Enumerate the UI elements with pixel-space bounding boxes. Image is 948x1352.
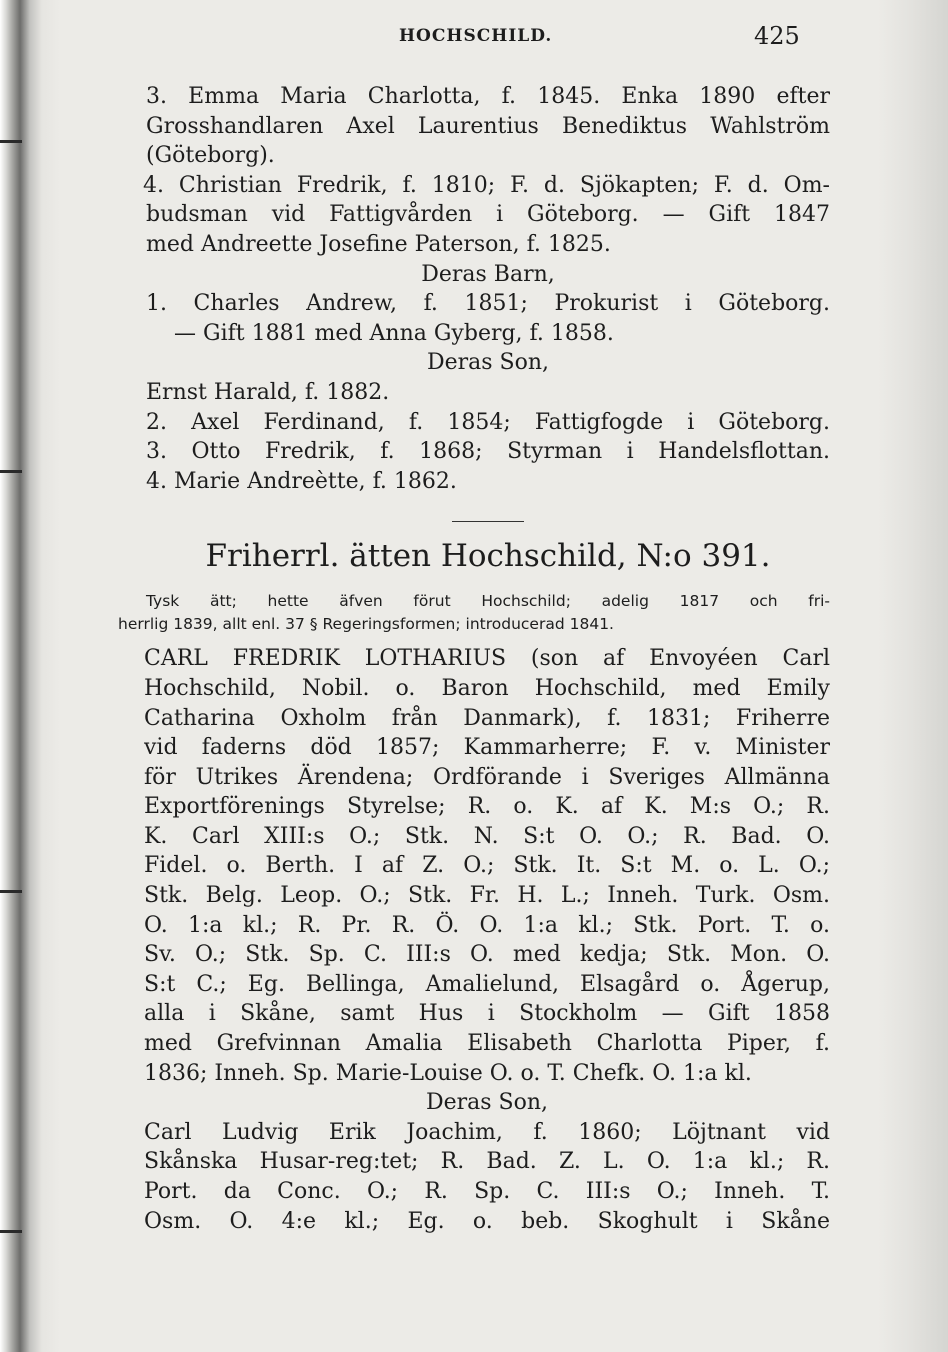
section-subheading: Deras Barn,	[421, 261, 555, 287]
text-line: CARL FREDRIK LOTHARIUS (son af Envoyéen Carl	[144, 646, 830, 672]
book-spine-shadow	[0, 0, 60, 1352]
text-line: vid faderns död 1857; Kammarherre; F. v. Minister	[144, 735, 830, 761]
family-note	[118, 590, 830, 636]
binding-mark	[0, 1230, 22, 1233]
text-line: 2. Axel Ferdinand, f. 1854; Fattigfogde i Göteborg.	[146, 409, 830, 435]
text-line: Hochschild, Nobil. o. Baron Hochschild, med Emily	[144, 675, 830, 701]
family-title: Friherrl. ätten Hochschild, N:o 391.	[205, 538, 771, 575]
text-line: Sv. O.; Stk. Sp. C. III:s O. med kedja; Stk. Mon. O.	[144, 942, 830, 968]
text-line: Skånska Husar-reg:tet; R. Bad. Z. L. O. 1:a kl.; R.	[144, 1149, 830, 1175]
text-line: 3. Emma Maria Charlotta, f. 1845. Enka 1890 efter	[146, 84, 830, 109]
page-edge-shadow	[878, 0, 948, 1352]
text-line: — Gift 1881 med Anna Gyberg, f. 1858.	[174, 320, 614, 346]
page-number: 425	[754, 22, 800, 50]
text-line: Fidel. o. Berth. I af Z. O.; Stk. It. S:t M. o. L. O.;	[144, 853, 830, 879]
page-header	[0, 22, 948, 52]
binding-mark	[0, 470, 22, 473]
running-head: HOCHSCHILD.	[399, 26, 553, 46]
binding-mark	[0, 890, 22, 893]
upper-entry	[143, 82, 830, 496]
note-line: Tysk ätt; hette äfven förut Hochschild; adelig 1817 och fri-	[146, 592, 830, 611]
text-line: Osm. O. 4:e kl.; Eg. o. beb. Skoghult i Skåne	[144, 1208, 830, 1234]
text-line: 1836; Inneh. Sp. Marie-Louise O. o. T. Chefk. O. 1:a kl.	[144, 1060, 752, 1086]
note-line: herrlig 1839, allt enl. 37 § Regeringsformen; introducerad 1841.	[118, 615, 614, 634]
binding-mark	[0, 140, 22, 143]
text-line: 4. Christian Fredrik, f. 1810; F. d. Sjökapten; F. d. Om-	[143, 172, 830, 198]
text-line: 1. Charles Andrew, f. 1851; Prokurist i Göteborg.	[146, 291, 830, 317]
text-line: O. 1:a kl.; R. Pr. R. Ö. O. 1:a kl.; Stk. Port. T. o.	[144, 912, 830, 938]
text-line: K. Carl XIII:s O.; Stk. N. S:t O. O.; R. Bad. O.	[144, 823, 830, 849]
text-line: Grosshandlaren Axel Laurentius Benediktus Wahlström	[146, 113, 830, 139]
text-line: Exportförenings Styrelse; R. o. K. af K. M:s O.; R.	[144, 794, 830, 820]
text-line: Ernst Harald, f. 1882.	[146, 379, 390, 405]
text-line: Catharina Oxholm från Danmark), f. 1831; Friherre	[144, 705, 830, 731]
section-subheading: Deras Son,	[426, 350, 550, 376]
text-line: för Utrikes Ärendena; Ordförande i Sveriges Allmänna	[144, 764, 830, 790]
text-line: (Göteborg).	[146, 143, 275, 169]
page-body	[118, 82, 830, 1236]
text-line: budsman vid Fattigvården i Göteborg. — Gift 1847	[146, 202, 830, 228]
text-line: 4. Marie Andreètte, f. 1862.	[146, 468, 457, 494]
text-line: Carl Ludvig Erik Joachim, f. 1860; Löjtnant vid	[144, 1119, 830, 1145]
text-line: Port. da Conc. O.; R. Sp. C. III:s O.; Inneh. T.	[144, 1179, 830, 1204]
text-line: alla i Skåne, samt Hus i Stockholm — Gift 1858	[144, 1001, 830, 1027]
text-line: S:t C.; Eg. Bellinga, Amalielund, Elsagård o. Ågerup,	[144, 971, 830, 997]
text-line: 3. Otto Fredrik, f. 1868; Styrman i Handelsflottan.	[146, 439, 830, 465]
text-line: med Andreette Josefine Paterson, f. 1825.	[146, 231, 611, 257]
section-subheading: Deras Son,	[425, 1090, 549, 1116]
text-line: med Grefvinnan Amalia Elisabeth Charlotta Piper, f.	[144, 1031, 830, 1057]
carl-entry	[144, 644, 830, 1236]
text-line: Stk. Belg. Leop. O.; Stk. Fr. H. L.; Inneh. Turk. Osm.	[144, 883, 830, 909]
section-divider	[452, 521, 524, 522]
